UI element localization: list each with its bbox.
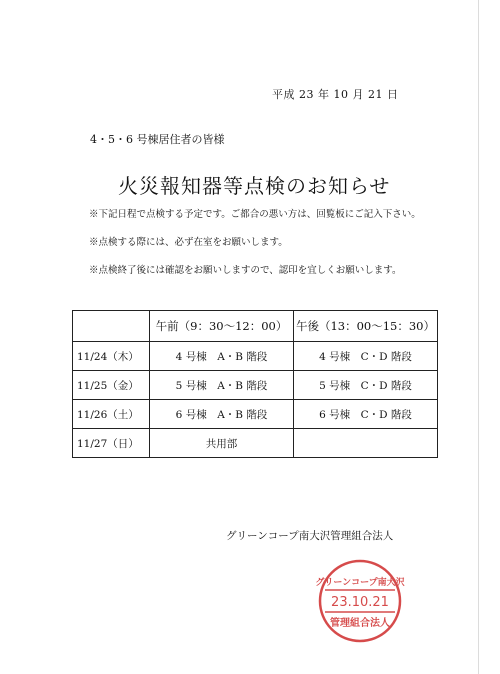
page-edge-line xyxy=(478,0,479,674)
header-morning: 午前（9：30～12：00） xyxy=(150,311,294,342)
row-afternoon: 6 号棟 C・D 階段 xyxy=(294,400,438,429)
row-morning: 共用部 xyxy=(150,429,294,458)
stamp-top-text: グリーンコープ南大沢 xyxy=(315,578,405,588)
row-afternoon: 5 号棟 C・D 階段 xyxy=(294,371,438,400)
document-date: 平成 23 年 10 月 21 日 xyxy=(272,88,399,101)
row-morning: 4 号棟 A・B 階段 xyxy=(150,342,294,371)
table-header-row xyxy=(73,311,438,342)
header-afternoon: 午後（13：00～15：30） xyxy=(294,311,438,342)
header-corner xyxy=(73,311,150,342)
row-afternoon: 4 号棟 C・D 階段 xyxy=(294,342,438,371)
row-date: 11/27（日） xyxy=(73,429,150,458)
row-morning: 5 号棟 A・B 階段 xyxy=(150,371,294,400)
table-row xyxy=(73,342,438,371)
table-row xyxy=(73,371,438,400)
seal-stamp xyxy=(315,556,405,646)
page-title: 火災報知器等点検のお知らせ xyxy=(118,174,391,198)
stamp-date-text: 23.10.21 xyxy=(331,595,389,610)
note-item: ※点検終了後には確認をお願いしますので、認印を宜しくお願いします。 xyxy=(89,265,402,276)
organization-name: グリーンコープ南大沢管理組合法人 xyxy=(226,530,394,542)
schedule-table xyxy=(72,310,438,458)
stamp-bottom-text: 管理組合法人 xyxy=(330,618,390,629)
row-date: 11/24（木） xyxy=(73,342,150,371)
row-afternoon xyxy=(294,429,438,458)
table-row xyxy=(73,429,438,458)
row-morning: 6 号棟 A・B 階段 xyxy=(150,400,294,429)
note-item: ※点検する際には、必ず在室をお願いします。 xyxy=(89,237,288,248)
row-date: 11/26（土） xyxy=(73,400,150,429)
note-item: ※下記日程で点検する予定です。ご都合の悪い方は、回覧板にご記入下さい。 xyxy=(89,209,421,220)
addressee: 4・5・6 号棟居住者の皆様 xyxy=(90,133,225,146)
notes-list xyxy=(89,208,449,292)
row-date: 11/25（金） xyxy=(73,371,150,400)
table-row xyxy=(73,400,438,429)
